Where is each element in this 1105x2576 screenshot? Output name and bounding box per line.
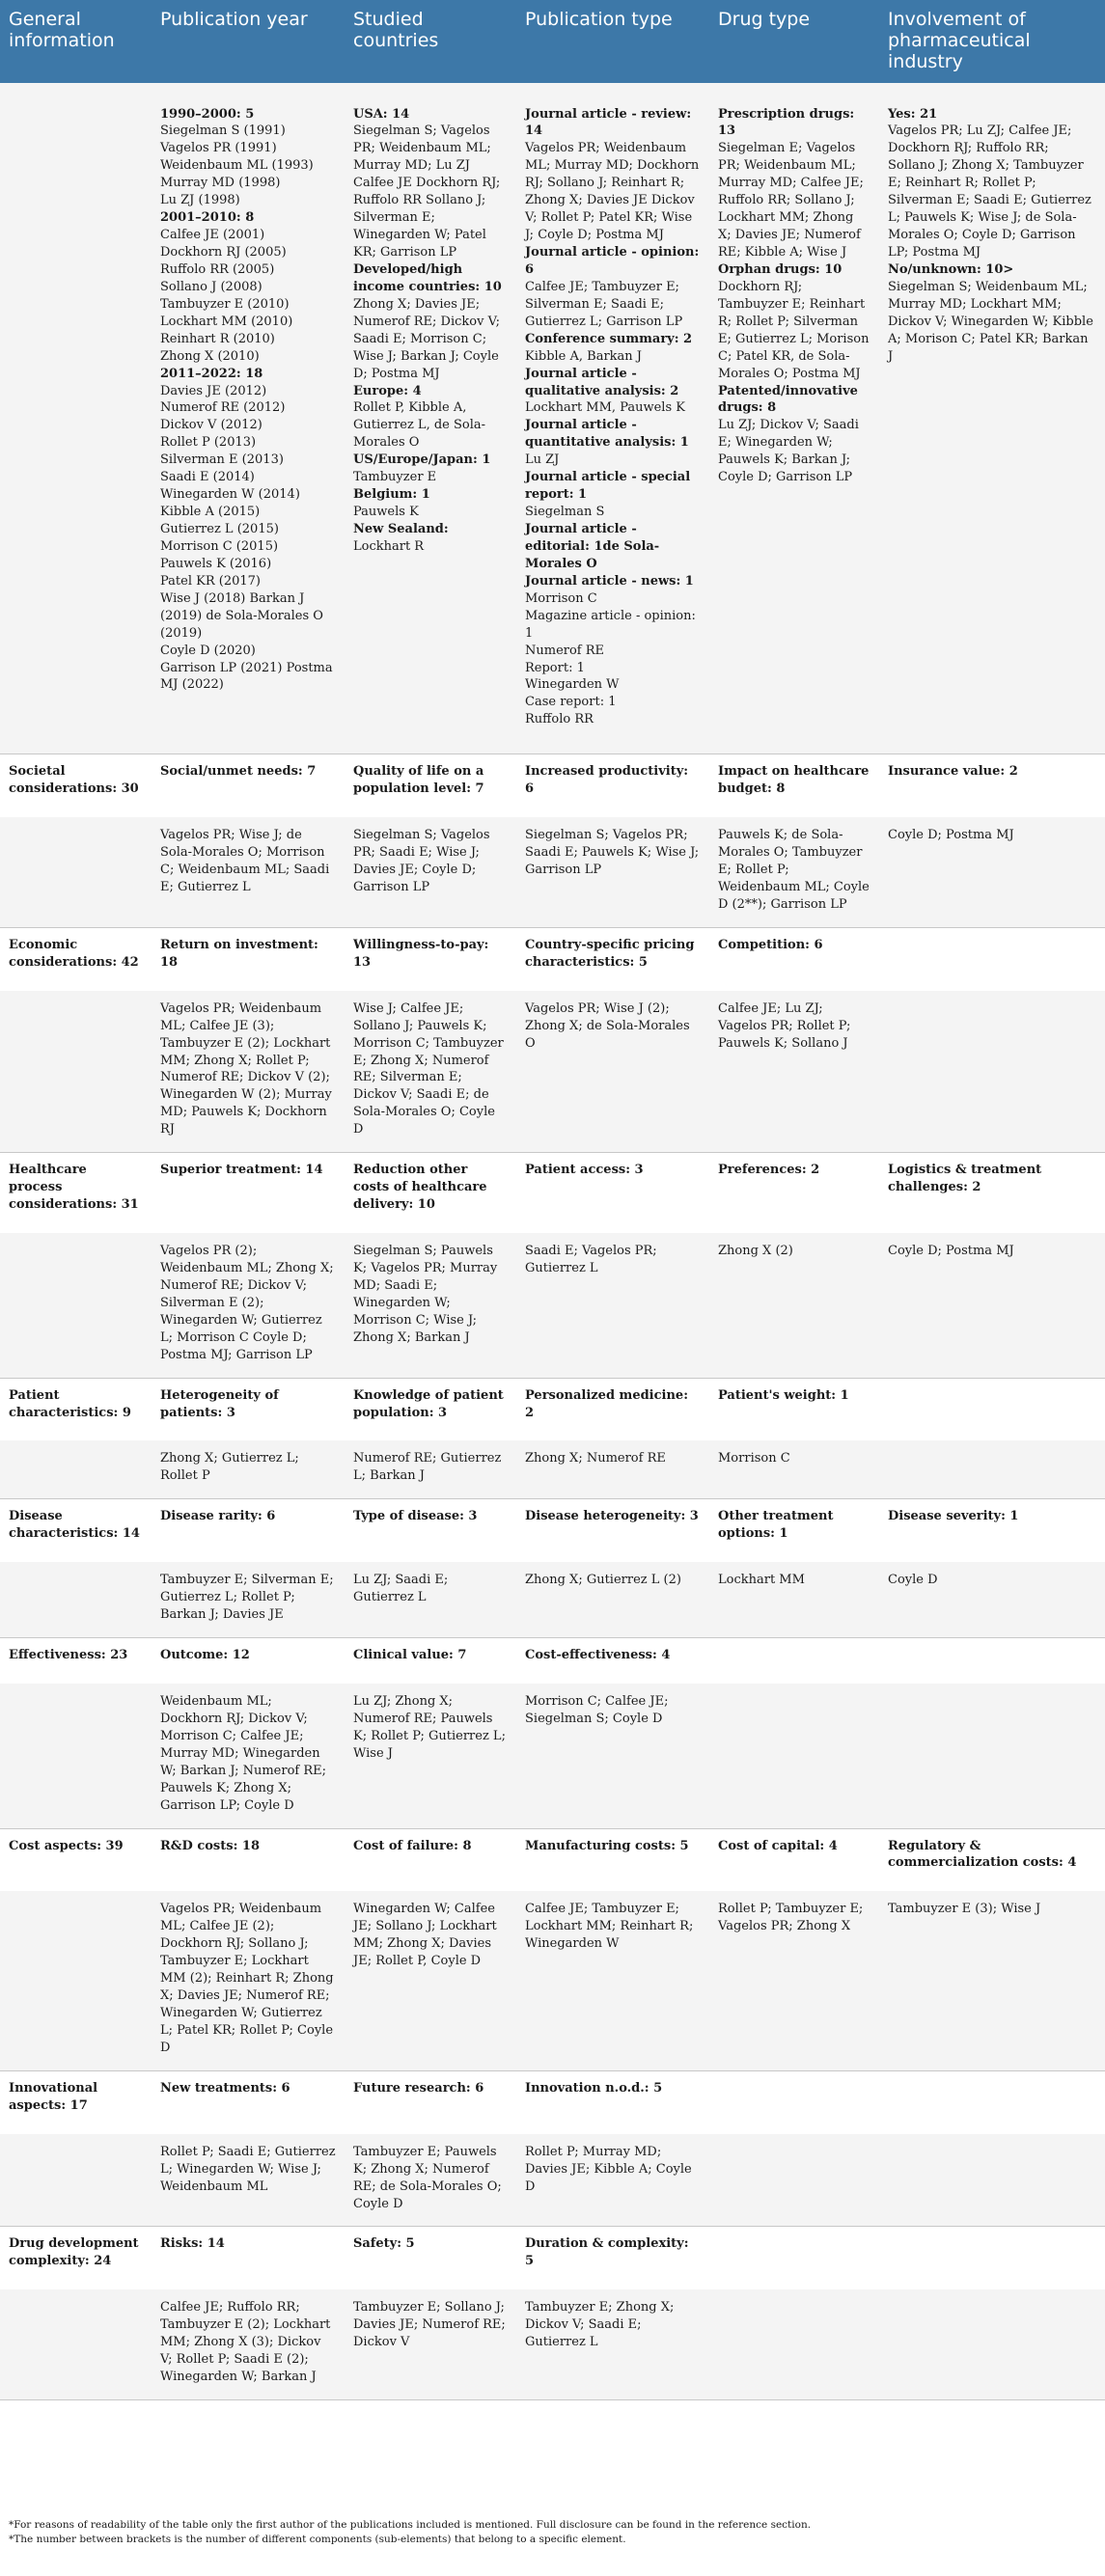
element-label: Return on investment: 18 [152, 927, 345, 990]
category-row [0, 927, 1105, 990]
category-label: Cost aspects: 39 [0, 1828, 152, 1891]
references-cell: Vagelos PR; Weidenbaum ML; Calfee JE (3); Tambuyzer E (2); Lockhart MM; Zhong X; Rollet P; Numerof RE; Dickov V (2); Winegarden W (2); Murray MD; Pauwels K; Dockhorn RJ [152, 991, 345, 1153]
references-cell: Rollet P; Saadi E; Gutierrez L; Winegarden W; Wise J; Weidenbaum ML [152, 2134, 345, 2227]
element-label: Logistics & treatment challenges: 2 [879, 1153, 1105, 1233]
element-label: Outcome: 12 [152, 1638, 345, 1684]
group-heading: Belgium: 1 [353, 487, 430, 503]
cell-text: Dockhorn RJ; Tambuyzer E; Reinhart R; Rollet P; Silverman E; Gutierrez L; Morison C; Patel KR, de Sola-Morales O; Postma MJ [718, 279, 870, 381]
references-cell: Weidenbaum ML; Dockhorn RJ; Dickov V; Morrison C; Calfee JE; Murray MD; Winegarden W; Barkan J; Numerof RE; Pauwels K; Zhong X; Garrison LP; Coyle D [152, 1684, 345, 1828]
element-label: Clinical value: 7 [345, 1638, 516, 1684]
cell-text: Numerof RE (2012) [160, 400, 286, 416]
cell-text: Morrison C [525, 590, 597, 606]
category-label: Effectiveness: 23 [0, 1638, 152, 1684]
references-cell: Numerof RE; Gutierrez L; Barkan J [345, 1440, 516, 1498]
cell-text: Siegelman S; Weidenbaum ML; Murray MD; Lockhart MM; Dickov V; Winegarden W; Kibble A; Morison C; Patel KR; Barkan J [888, 279, 1093, 364]
references-cell [0, 1440, 152, 1498]
cell-text: Rollet P (2013) [160, 435, 257, 451]
category-row [0, 1499, 1105, 1562]
cell-text: Dickov V (2012) [160, 418, 262, 433]
references-cell: Zhong X (2) [709, 1233, 879, 1378]
cell-text: Vagelos PR; Lu ZJ; Calfee JE; Dockhorn RJ; Ruffolo RR; Sollano J; Zhong X; Tambuyzer E; Reinhart R; Rollet P; Silverman E; Saadi E; Gutierrez L; Pauwels K; Wise J; de Sola-Morales O; Coyle D; Garrison LP; Postma MJ [888, 123, 1091, 260]
drug-type-cell [709, 83, 879, 754]
cell-text: Winegarden W (2014) [160, 487, 300, 503]
references-cell: Morrison C [709, 1440, 879, 1498]
element-label: Willingness-to-pay: 13 [345, 927, 516, 990]
cell-text: Silverman E (2013) [160, 452, 284, 468]
element-label: Regulatory & commercialization costs: 4 [879, 1828, 1105, 1891]
group-heading: Orphan drugs: 10 [718, 261, 843, 277]
references-cell [0, 2289, 152, 2399]
cell-text: Siegelman E; Vagelos PR; Weidenbaum ML; Murray MD; Calfee JE; Ruffolo RR; Sollano J; Lockhart MM; Zhong X; Davies JE; Numerof RE; Kibble A; Wise J [718, 141, 864, 260]
group-heading: Developed/high income countries: 10 [353, 261, 502, 294]
group-heading: 1990–2000: 5 [160, 106, 255, 122]
references-cell: Tambuyzer E (3); Wise J [879, 1891, 1105, 2070]
group-heading: US/Europe/Japan: 1 [353, 452, 491, 468]
category-row [0, 1828, 1105, 1891]
cell-text: Reinhart R (2010) [160, 331, 275, 346]
references-cell: Vagelos PR; Wise J (2); Zhong X; de Sola-Morales O [516, 991, 709, 1153]
group-heading: Journal article - opinion: 6 [525, 245, 700, 277]
general-info-cell [0, 83, 152, 754]
group-heading: New Sealand: [353, 522, 449, 537]
cell-text: Kibble A (2015) [160, 505, 261, 520]
header-publication-year: Publication year [152, 0, 345, 83]
cell-text: Lockhart MM, Pauwels K [525, 400, 685, 416]
category-label: Healthcare process considerations: 31 [0, 1153, 152, 1233]
references-cell [879, 1684, 1105, 1828]
references-cell: Winegarden W; Calfee JE; Sollano J; Lockhart MM; Zhong X; Davies JE; Rollet P, Coyle D [345, 1891, 516, 2070]
references-row [0, 1562, 1105, 1637]
references-cell [0, 2134, 152, 2227]
references-cell: Siegelman S; Pauwels K; Vagelos PR; Murray MD; Saadi E; Winegarden W; Morrison C; Wise J; Zhong X; Barkan J [345, 1233, 516, 1378]
group-heading: Journal article - review: 14 [525, 106, 692, 139]
element-label: Personalized medicine: 2 [516, 1378, 709, 1440]
pharma-involvement-cell [879, 83, 1105, 754]
cell-text: Lu ZJ [525, 452, 560, 468]
cell-text: Coyle D (2020) [160, 643, 256, 658]
group-heading: Patented/innovative drugs: 8 [718, 383, 858, 416]
cell-text: Vagelos PR; Weidenbaum ML; Murray MD; Dockhorn RJ; Sollano J; Reinhart R; Zhong X; Davies JE Dickov V; Rollet P; Patel KR; Wise J; Coyle D; Postma MJ [525, 141, 700, 243]
cell-text: Pauwels K (2016) [160, 556, 272, 571]
cell-text: Pauwels K [353, 505, 419, 520]
header-studied-countries: Studied countries [345, 0, 516, 83]
element-label: Patient's weight: 1 [709, 1378, 879, 1440]
references-cell [0, 1233, 152, 1378]
references-cell: Rollet P; Murray MD; Davies JE; Kibble A; Coyle D [516, 2134, 709, 2227]
references-cell: Coyle D; Postma MJ [879, 1233, 1105, 1378]
cell-text: Case report: 1 [525, 695, 617, 710]
references-cell: Calfee JE; Lu ZJ; Vagelos PR; Rollet P; Pauwels K; Sollano J [709, 991, 879, 1153]
references-cell: Lockhart MM [709, 1562, 879, 1637]
cell-text: Dockhorn RJ (2005) [160, 245, 287, 260]
references-cell: Calfee JE; Ruffolo RR; Tambuyzer E (2); Lockhart MM; Zhong X (3); Dickov V; Rollet P; Saadi E (2); Winegarden W; Barkan J [152, 2289, 345, 2399]
references-cell: Vagelos PR; Weidenbaum ML; Calfee JE (2); Dockhorn RJ; Sollano J; Tambuyzer E; Lockhart MM (2); Reinhart R; Zhong X; Davies JE; Numerof RE; Winegarden W; Gutierrez L; Patel KR; Rollet P; Coyle D [152, 1891, 345, 2070]
references-cell [879, 2134, 1105, 2227]
element-label: Cost of capital: 4 [709, 1828, 879, 1891]
references-cell [0, 991, 152, 1153]
references-cell [0, 1562, 152, 1637]
cell-text: Lockhart MM (2010) [160, 314, 293, 329]
references-cell: Pauwels K; de Sola-Morales O; Tambuyzer E; Rollet P; Weidenbaum ML; Coyle D (2**); Garrison LP [709, 817, 879, 927]
references-cell [879, 1440, 1105, 1498]
header-drug-type: Drug type [709, 0, 879, 83]
cell-text: Magazine article - opinion: 1 [525, 608, 696, 641]
cell-text: Saadi E (2014) [160, 470, 255, 485]
references-cell: Siegelman S; Vagelos PR; Saadi E; Pauwels K; Wise J; Garrison LP [516, 817, 709, 927]
references-cell: Coyle D; Postma MJ [879, 817, 1105, 927]
cell-text: Kibble A, Barkan J [525, 348, 643, 364]
cell-text: Murray MD (1998) [160, 176, 281, 191]
references-cell: Zhong X; Numerof RE [516, 1440, 709, 1498]
element-label [709, 2070, 879, 2133]
cell-text: Siegelman S; Vagelos PR; Weidenbaum ML; Murray MD; Lu ZJ Calfee JE Dockhorn RJ; Ruffolo RR Sollano J; Silverman E; Winegarden W; Patel KR; Garrison LP [353, 123, 501, 260]
cell-text: Morrison C (2015) [160, 538, 279, 554]
category-label: Societal considerations: 30 [0, 754, 152, 817]
references-cell [709, 2134, 879, 2227]
element-label: Quality of life on a population level: 7 [345, 754, 516, 817]
cell-text: Calfee JE (2001) [160, 228, 265, 243]
references-cell: Tambuyzer E; Silverman E; Gutierrez L; Rollet P; Barkan J; Davies JE [152, 1562, 345, 1637]
references-cell: Coyle D [879, 1562, 1105, 1637]
cell-text: Zhong X (2010) [160, 348, 260, 364]
cell-text: Numerof RE [525, 643, 605, 658]
general-information-row [0, 83, 1105, 754]
cell-text: Sollano J (2008) [160, 279, 262, 294]
references-row [0, 1684, 1105, 1828]
references-cell: Zhong X; Gutierrez L (2) [516, 1562, 709, 1637]
element-label: Risks: 14 [152, 2227, 345, 2289]
references-cell [879, 991, 1105, 1153]
group-heading: USA: 14 [353, 106, 410, 122]
group-heading: Conference summary: 2 [525, 331, 693, 346]
references-cell: Vagelos PR; Wise J; de Sola-Morales O; Morrison C; Weidenbaum ML; Saadi E; Gutierrez L [152, 817, 345, 927]
header-general-information: General information [0, 0, 152, 83]
cell-text: Tambuyzer E (2010) [160, 296, 290, 312]
element-label: Knowledge of patient population: 3 [345, 1378, 516, 1440]
footnote-bracket-number: *The number between brackets is the number of different components (sub-elements) that belong to a specific element. [9, 2534, 626, 2546]
group-heading: Journal article - qualitative analysis: 2 [525, 366, 679, 398]
element-label: Duration & complexity: 5 [516, 2227, 709, 2289]
group-heading: Europe: 4 [353, 383, 422, 398]
references-row [0, 2134, 1105, 2227]
element-label [879, 1378, 1105, 1440]
category-label: Economic considerations: 42 [0, 927, 152, 990]
element-label: Safety: 5 [345, 2227, 516, 2289]
references-cell: Siegelman S; Vagelos PR; Saadi E; Wise J; Davies JE; Coyle D; Garrison LP [345, 817, 516, 927]
element-label: Patient access: 3 [516, 1153, 709, 1233]
element-label: Reduction other costs of healthcare delivery: 10 [345, 1153, 516, 1233]
cell-text: Siegelman S (1991) Vagelos PR (1991) Weidenbaum ML (1993) [160, 123, 314, 174]
element-label: R&D costs: 18 [152, 1828, 345, 1891]
category-label: Disease characteristics: 14 [0, 1499, 152, 1562]
category-row [0, 2227, 1105, 2289]
cell-text: Rollet P, Kibble A, Gutierrez L, de Sola-Morales O [353, 400, 486, 451]
group-heading: 2001–2010: 8 [160, 210, 255, 226]
category-label: Patient characteristics: 9 [0, 1378, 152, 1440]
element-label: Preferences: 2 [709, 1153, 879, 1233]
element-label: Manufacturing costs: 5 [516, 1828, 709, 1891]
references-cell: Wise J; Calfee JE; Sollano J; Pauwels K; Morrison C; Tambuyzer E; Zhong X; Numerof RE; Silverman E; Dickov V; Saadi E; de Sola-Morales O; Coyle D [345, 991, 516, 1153]
element-label: Insurance value: 2 [879, 754, 1105, 817]
references-cell [0, 817, 152, 927]
element-label [879, 2227, 1105, 2289]
element-label [709, 1638, 879, 1684]
element-label: Social/unmet needs: 7 [152, 754, 345, 817]
category-label: Drug development complexity: 24 [0, 2227, 152, 2289]
cell-text: Lu ZJ; Dickov V; Saadi E; Winegarden W; Pauwels K; Barkan J; Coyle D; Garrison LP [718, 418, 859, 485]
group-heading: Prescription drugs: 13 [718, 106, 855, 139]
references-cell [709, 2289, 879, 2399]
references-cell [879, 2289, 1105, 2399]
cell-text: Patel KR (2017) [160, 573, 261, 589]
footnote-first-author: *For reasons of readability of the table only the first author of the publications included is mentioned. Full disclosure can be found in the reference section. [9, 2519, 812, 2531]
header-pharma-involvement: Involvement of pharmaceutical industry [879, 0, 1105, 83]
element-label: Cost-effectiveness: 4 [516, 1638, 709, 1684]
cell-text: Davies JE (2012) [160, 383, 267, 398]
category-row [0, 1378, 1105, 1440]
references-cell: Tambuyzer E; Sollano J; Davies JE; Numerof RE; Dickov V [345, 2289, 516, 2399]
references-cell: Rollet P; Tambuyzer E; Vagelos PR; Zhong X [709, 1891, 879, 2070]
references-cell: Saadi E; Vagelos PR; Gutierrez L [516, 1233, 709, 1378]
references-row [0, 1440, 1105, 1498]
group-heading: 2011–2022: 18 [160, 366, 263, 381]
group-heading: Journal article - special report: 1 [525, 470, 691, 503]
references-cell: Lu ZJ; Saadi E; Gutierrez L [345, 1562, 516, 1637]
references-cell [709, 1684, 879, 1828]
element-label: Disease rarity: 6 [152, 1499, 345, 1562]
cell-text: Lu ZJ (1998) [160, 193, 240, 208]
publication-type-cell [516, 83, 709, 754]
element-label: Increased productivity: 6 [516, 754, 709, 817]
element-label: Other treatment options: 1 [709, 1499, 879, 1562]
cell-text: Lockhart R [353, 538, 425, 554]
category-row [0, 2070, 1105, 2133]
table-footnotes [9, 2518, 1096, 2547]
element-label: Impact on healthcare budget: 8 [709, 754, 879, 817]
publication-year-cell [152, 83, 345, 754]
category-label: Innovational aspects: 17 [0, 2070, 152, 2133]
group-heading: Journal article - quantitative analysis: 1 [525, 418, 689, 451]
references-cell: Zhong X; Gutierrez L; Rollet P [152, 1440, 345, 1498]
cell-text: Siegelman S [525, 505, 605, 520]
cell-text: Zhong X; Davies JE; Numerof RE; Dickov V; Saadi E; Morrison C; Wise J; Barkan J; Coyle D; Postma MJ [353, 296, 501, 381]
element-label: New treatments: 6 [152, 2070, 345, 2133]
cell-text: Garrison LP (2021) Postma MJ (2022) [160, 660, 333, 693]
references-cell: Tambuyzer E; Pauwels K; Zhong X; Numerof RE; de Sola-Morales O; Coyle D [345, 2134, 516, 2227]
references-cell: Vagelos PR (2); Weidenbaum ML; Zhong X; Numerof RE; Dickov V; Silverman E (2); Winegarden W; Gutierrez L; Morrison C Coyle D; Postma MJ; Garrison LP [152, 1233, 345, 1378]
references-cell [0, 1684, 152, 1828]
element-label: Innovation n.o.d.: 5 [516, 2070, 709, 2133]
group-heading: Journal article - editorial: 1de Sola-Morales O [525, 522, 660, 571]
category-row [0, 1638, 1105, 1684]
element-label: Superior treatment: 14 [152, 1153, 345, 1233]
cell-text: Ruffolo RR (2005) [160, 261, 275, 277]
cell-text: Ruffolo RR [525, 712, 594, 727]
element-label: Type of disease: 3 [345, 1499, 516, 1562]
studied-countries-cell [345, 83, 516, 754]
references-cell: Calfee JE; Tambuyzer E; Lockhart MM; Reinhart R; Winegarden W [516, 1891, 709, 2070]
element-label: Future research: 6 [345, 2070, 516, 2133]
element-label: Country-specific pricing characteristics: 5 [516, 927, 709, 990]
references-cell: Tambuyzer E; Zhong X; Dickov V; Saadi E; Gutierrez L [516, 2289, 709, 2399]
cell-text: Wise J (2018) Barkan J (2019) de Sola-Morales O (2019) [160, 590, 323, 641]
references-cell: Morrison C; Calfee JE; Siegelman S; Coyle D [516, 1684, 709, 1828]
group-heading: Journal article - news: 1 [525, 573, 694, 589]
category-row [0, 754, 1105, 817]
cell-text: Gutierrez L (2015) [160, 522, 279, 537]
element-label: Cost of failure: 8 [345, 1828, 516, 1891]
element-label: Disease severity: 1 [879, 1499, 1105, 1562]
category-row [0, 1153, 1105, 1233]
element-label: Heterogeneity of patients: 3 [152, 1378, 345, 1440]
group-heading: No/unknown: 10> [888, 261, 1014, 277]
references-cell [0, 1891, 152, 2070]
element-label [709, 2227, 879, 2289]
references-cell: Lu ZJ; Zhong X; Numerof RE; Pauwels K; Rollet P; Gutierrez L; Wise J [345, 1684, 516, 1828]
cell-text: Tambuyzer E [353, 470, 437, 485]
element-label [879, 2070, 1105, 2133]
references-row [0, 1233, 1105, 1378]
element-label [879, 1638, 1105, 1684]
references-row [0, 1891, 1105, 2070]
element-label [879, 927, 1105, 990]
cell-text: Winegarden W [525, 677, 620, 693]
references-row [0, 2289, 1105, 2399]
element-label: Competition: 6 [709, 927, 879, 990]
references-row [0, 817, 1105, 927]
header-publication-type: Publication type [516, 0, 709, 83]
element-label: Disease heterogeneity: 3 [516, 1499, 709, 1562]
table-header-row [0, 0, 1105, 83]
group-heading: Yes: 21 [888, 106, 938, 122]
references-row [0, 991, 1105, 1153]
cell-text: Calfee JE; Tambuyzer E; Silverman E; Saadi E; Gutierrez L; Garrison LP [525, 279, 683, 329]
cell-text: Report: 1 [525, 660, 585, 675]
